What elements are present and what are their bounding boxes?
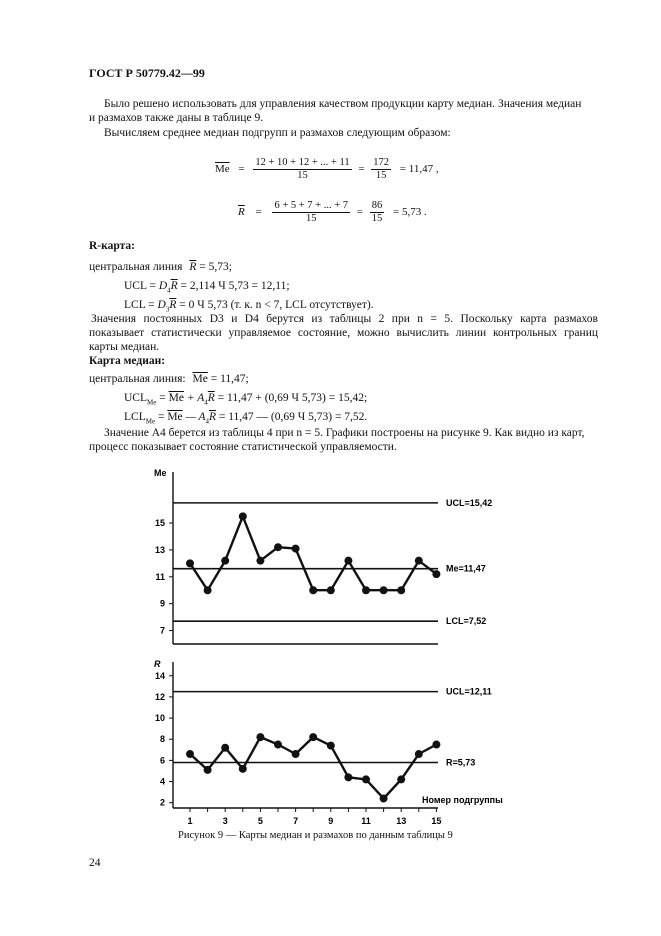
me-data-point bbox=[397, 586, 405, 594]
me-data-point bbox=[221, 557, 229, 565]
r-data-point bbox=[186, 750, 194, 758]
figure-9-control-charts bbox=[140, 462, 520, 832]
document-code: ГОСТ Р 50779.42—99 bbox=[89, 66, 205, 80]
formula-me-fraction-2: $\frac{172}{15}$ bbox=[373, 157, 390, 181]
r-data-point bbox=[432, 741, 440, 749]
me-y-tick-label: 15 bbox=[154, 518, 165, 529]
r-data-point bbox=[415, 750, 423, 758]
r-data-point bbox=[362, 775, 370, 783]
me-control-line-label: LCL=7,52 bbox=[446, 616, 487, 627]
me-data-point bbox=[415, 557, 423, 565]
r-y-tick-label: 4 bbox=[159, 776, 165, 787]
median-chart-note-line-2: процесс показывает состояние статистической управляемости. bbox=[89, 441, 397, 453]
r-data-point bbox=[327, 742, 335, 750]
r-chart-note-line-2: показывает статистически управляемое состояние, можно вычислить линии контрольных границ bbox=[89, 327, 598, 339]
formula-r-fraction: $\frac{6 + 5 + 7 + ... + 7}{15}$ bbox=[274, 200, 349, 224]
r-data-point bbox=[309, 733, 317, 741]
x-tick-label: 1 bbox=[187, 816, 193, 826]
median-series-line bbox=[190, 516, 436, 590]
r-chart-ucl: UCL = $D_4\overline{R} = 2,114$ Ч 5,73 = 12,11; bbox=[124, 280, 290, 295]
me-data-point bbox=[239, 512, 247, 520]
me-data-point bbox=[274, 543, 282, 551]
r-chart-note-line-3: карты медиан. bbox=[89, 341, 160, 353]
r-chart-note-line-1: Значения постоянных D3 и D4 берутся из таблицы 2 при n = 5. Поскольку карта размахов bbox=[91, 313, 598, 325]
r-control-line-label: UCL=12,11 bbox=[446, 686, 492, 697]
figure-caption: Рисунок 9 — Карты медиан и размахов по данным таблицы 9 bbox=[178, 830, 453, 841]
me-data-point bbox=[204, 586, 212, 594]
median-chart-center-line: центральная линия: $\overline{Me} = 11,47$; bbox=[89, 373, 249, 385]
median-chart-lcl: $LCL_{Me} = \overline{Me}$ — $A_4\overline{R} = 11,47$ — (0,69 Ч 5,73) = 7,52. bbox=[124, 411, 368, 426]
r-data-point bbox=[380, 794, 388, 802]
me-data-point bbox=[186, 559, 194, 567]
range-chart-y-label: R bbox=[154, 659, 161, 669]
me-y-tick-label: 7 bbox=[159, 625, 165, 636]
page-number: 24 bbox=[89, 857, 101, 869]
formula-r-fraction-2: $\frac{86}{15}$ bbox=[371, 200, 383, 224]
me-data-point bbox=[256, 557, 264, 565]
formula-mean-range: $\overline{R}$ = $\frac{6 + 5 + 7 + ... + 7}{15}$ = $\frac{86}{15}$ = 5,73 . bbox=[238, 200, 427, 224]
me-data-point bbox=[432, 570, 440, 578]
r-chart-lcl: LCL = $D_3\overline{R} = 0$ Ч 5,73 (т. к. n < 7, LCL отсутствует). bbox=[124, 299, 374, 314]
x-tick-label: 5 bbox=[257, 816, 263, 826]
formula-r-symbol: $\overline{R}$ bbox=[238, 206, 245, 219]
me-control-line-label: Me=11,47 bbox=[446, 563, 486, 574]
x-tick-label: 11 bbox=[361, 816, 371, 826]
me-control-line-label: UCL=15,42 bbox=[446, 497, 493, 508]
r-chart-heading: R-карта: bbox=[89, 240, 135, 252]
r-data-point bbox=[397, 775, 405, 783]
r-data-point bbox=[344, 773, 352, 781]
median-chart-note-line-1: Значение A4 берется из таблицы 4 при n = 5. Графики построены на рисунке 9. Как видно из карт, bbox=[104, 427, 585, 439]
median-chart-ucl: $UCL_{Me} = \overline{Me} + A_4\overline{R} = 11,47 + (0,69$ Ч 5,73) = 15,42; bbox=[124, 392, 368, 407]
r-y-tick-label: 8 bbox=[159, 734, 165, 745]
x-tick-label: 13 bbox=[396, 816, 407, 826]
range-chart bbox=[154, 659, 503, 826]
r-y-tick-label: 12 bbox=[154, 691, 165, 702]
median-chart bbox=[154, 468, 492, 644]
me-y-tick-label: 11 bbox=[155, 571, 165, 582]
me-data-point bbox=[380, 586, 388, 594]
r-control-line-label: R=5,73 bbox=[446, 757, 476, 768]
formula-mean-median: $\overline{Me}$ = $\frac{12 + 10 + 12 + ... + 11}{15}$ = $\frac{172}{15}$ = 11,47 , bbox=[215, 157, 439, 181]
r-y-tick-label: 2 bbox=[159, 797, 165, 808]
me-y-tick-label: 13 bbox=[154, 544, 165, 555]
r-data-point bbox=[256, 733, 264, 741]
x-tick-label: 9 bbox=[328, 816, 334, 826]
formula-me-fraction: $\frac{12 + 10 + 12 + ... + 11}{15}$ bbox=[255, 157, 350, 181]
r-data-point bbox=[274, 741, 282, 749]
r-y-tick-label: 10 bbox=[154, 713, 165, 724]
me-data-point bbox=[292, 545, 300, 553]
me-data-point bbox=[362, 586, 370, 594]
me-y-tick-label: 9 bbox=[159, 598, 165, 609]
r-y-tick-label: 6 bbox=[159, 755, 165, 766]
r-data-point bbox=[292, 750, 300, 758]
formula-me-symbol: $\overline{Me}$ bbox=[215, 163, 230, 176]
me-data-point bbox=[309, 586, 317, 594]
r-y-tick-label: 14 bbox=[154, 670, 165, 681]
range-chart-x-label: Номер подгруппы bbox=[422, 795, 503, 805]
median-chart-heading: Карта медиан: bbox=[89, 355, 166, 367]
r-data-point bbox=[221, 744, 229, 752]
r-data-point bbox=[204, 766, 212, 774]
median-chart-y-label: Me bbox=[154, 468, 167, 478]
me-data-point bbox=[327, 586, 335, 594]
paragraph-2: Вычисляем среднее медиан подгрупп и размахов следующим образом: bbox=[104, 127, 451, 139]
r-data-point bbox=[239, 765, 247, 773]
paragraph-1-line-2: и размахов также даны в таблице 9. bbox=[89, 112, 264, 124]
me-data-point bbox=[344, 557, 352, 565]
r-chart-center-line: центральная линия $\overline{R} = 5,73$; bbox=[89, 261, 232, 273]
x-tick-label: 15 bbox=[431, 816, 442, 826]
x-tick-label: 3 bbox=[222, 816, 228, 826]
paragraph-1-line-1: Было решено использовать для управления качеством продукции карту медиан. Значения медиан bbox=[104, 98, 582, 110]
x-tick-label: 7 bbox=[293, 816, 299, 826]
